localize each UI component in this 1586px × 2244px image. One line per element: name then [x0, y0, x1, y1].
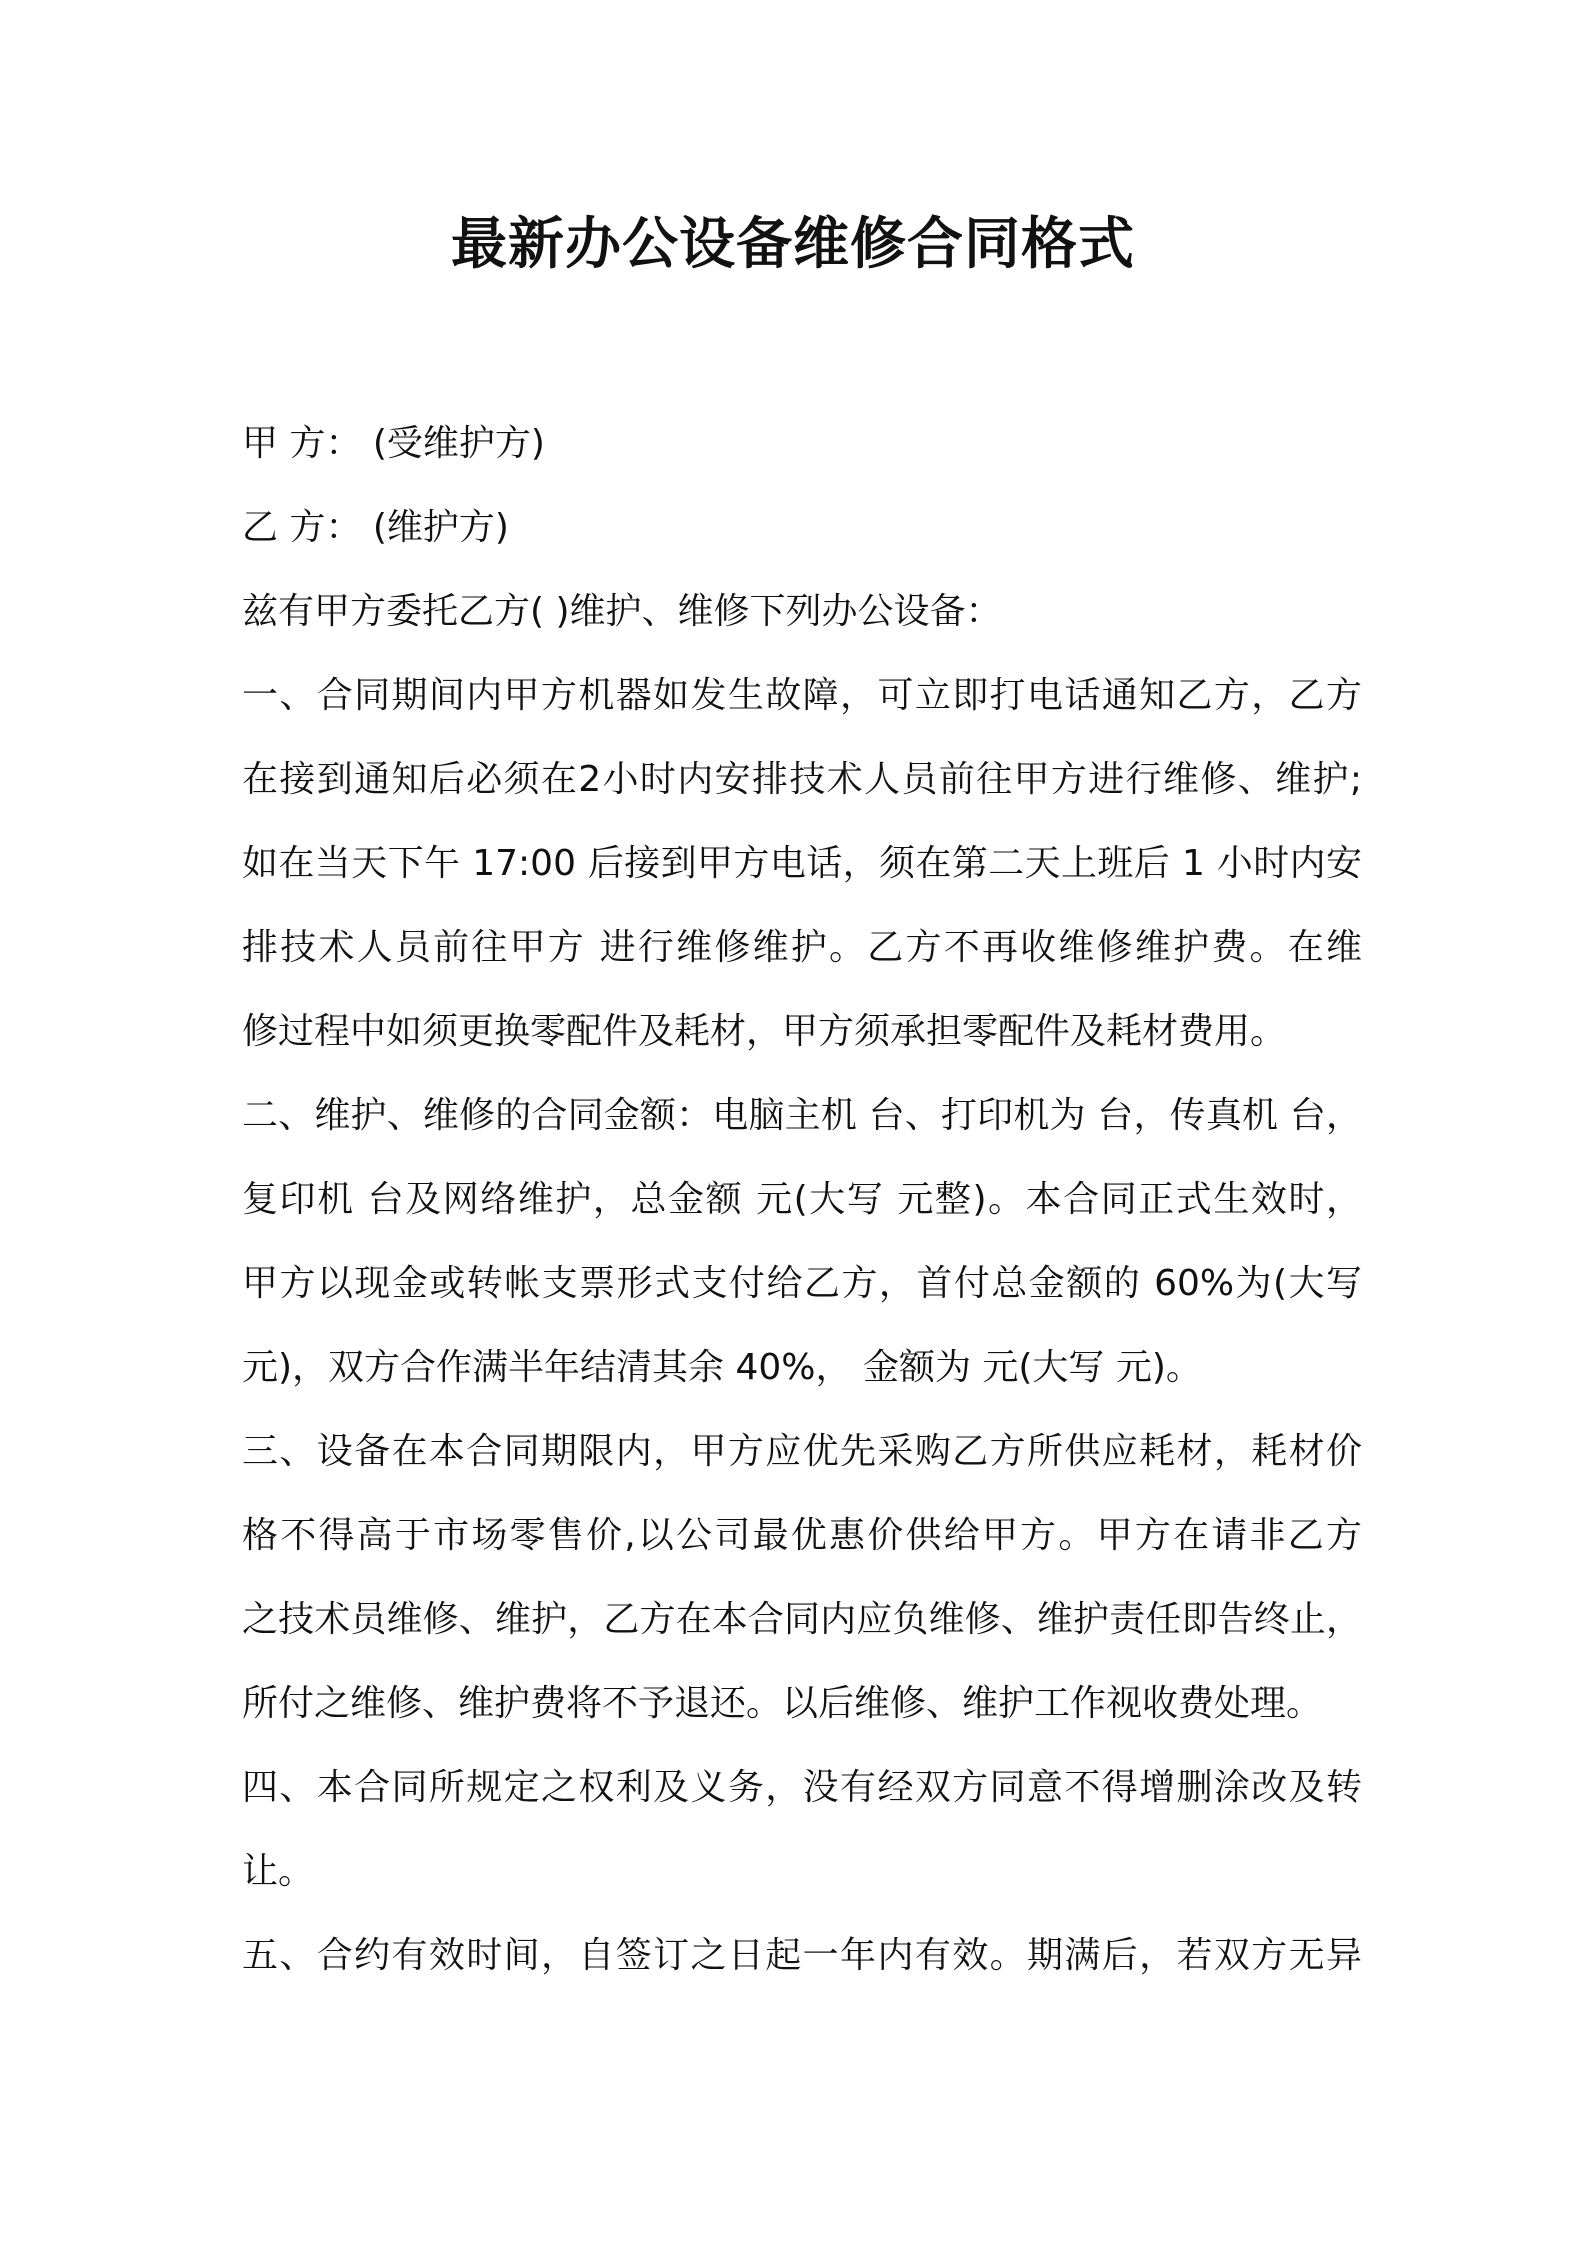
document-body	[242, 402, 1362, 1998]
clause-line: 修过程中如须更换零配件及耗材，甲方须承担零配件及耗材费用。	[242, 1011, 1287, 1052]
clause-line: 一、合同期间内甲方机器如发生故障，可立即打电话通知乙方，乙方	[242, 675, 1362, 716]
clause-line: 甲方以现金或转帐支票形式支付给乙方，首付总金额的 60%为(大写	[242, 1263, 1362, 1304]
clause-line: 五、合约有效时间，自签订之日起一年内有效。期满后，若双方无异	[242, 1935, 1362, 1976]
clause-line: 在接到通知后必须在2小时内安排技术人员前往甲方进行维修、维护;	[242, 759, 1362, 800]
clause-line: 之技术员维修、维护，乙方在本合同内应负维修、维护责任即告终止，	[242, 1599, 1362, 1640]
party-b-line: 乙 方： (维护方)	[242, 507, 509, 548]
clause-line: 排技术人员前往甲方 进行维修维护。乙方不再收维修维护费。在维	[242, 927, 1362, 968]
clause-line: 让。	[242, 1851, 315, 1892]
clause-line: 元)，双方合作满半年结清其余 40%， 金额为 元(大写 元)。	[242, 1347, 1202, 1388]
document-title: 最新办公设备维修合同格式	[451, 212, 1135, 277]
clause-line: 四、本合同所规定之权利及义务，没有经双方同意不得增删涂改及转	[242, 1767, 1362, 1808]
clause-line: 格不得高于市场零售价,以公司最优惠价供给甲方。甲方在请非乙方	[242, 1515, 1362, 1556]
clause-line: 三、设备在本合同期限内，甲方应优先采购乙方所供应耗材，耗材价	[242, 1431, 1362, 1472]
clause-line: 二、维护、维修的合同金额：电脑主机 台、打印机为 台，传真机 台，	[242, 1095, 1362, 1136]
clause-line: 所付之维修、维护费将不予退还。以后维修、维护工作视收费处理。	[242, 1683, 1323, 1724]
party-a-line: 甲 方： (受维护方)	[242, 423, 545, 464]
intro-line: 兹有甲方委托乙方( )维护、维修下列办公设备：	[242, 591, 1002, 632]
clause-line: 如在当天下午 17:00 后接到甲方电话，须在第二天上班后 1 小时内安	[242, 843, 1362, 884]
clause-line: 复印机 台及网络维护，总金额 元(大写 元整)。本合同正式生效时，	[242, 1179, 1362, 1220]
